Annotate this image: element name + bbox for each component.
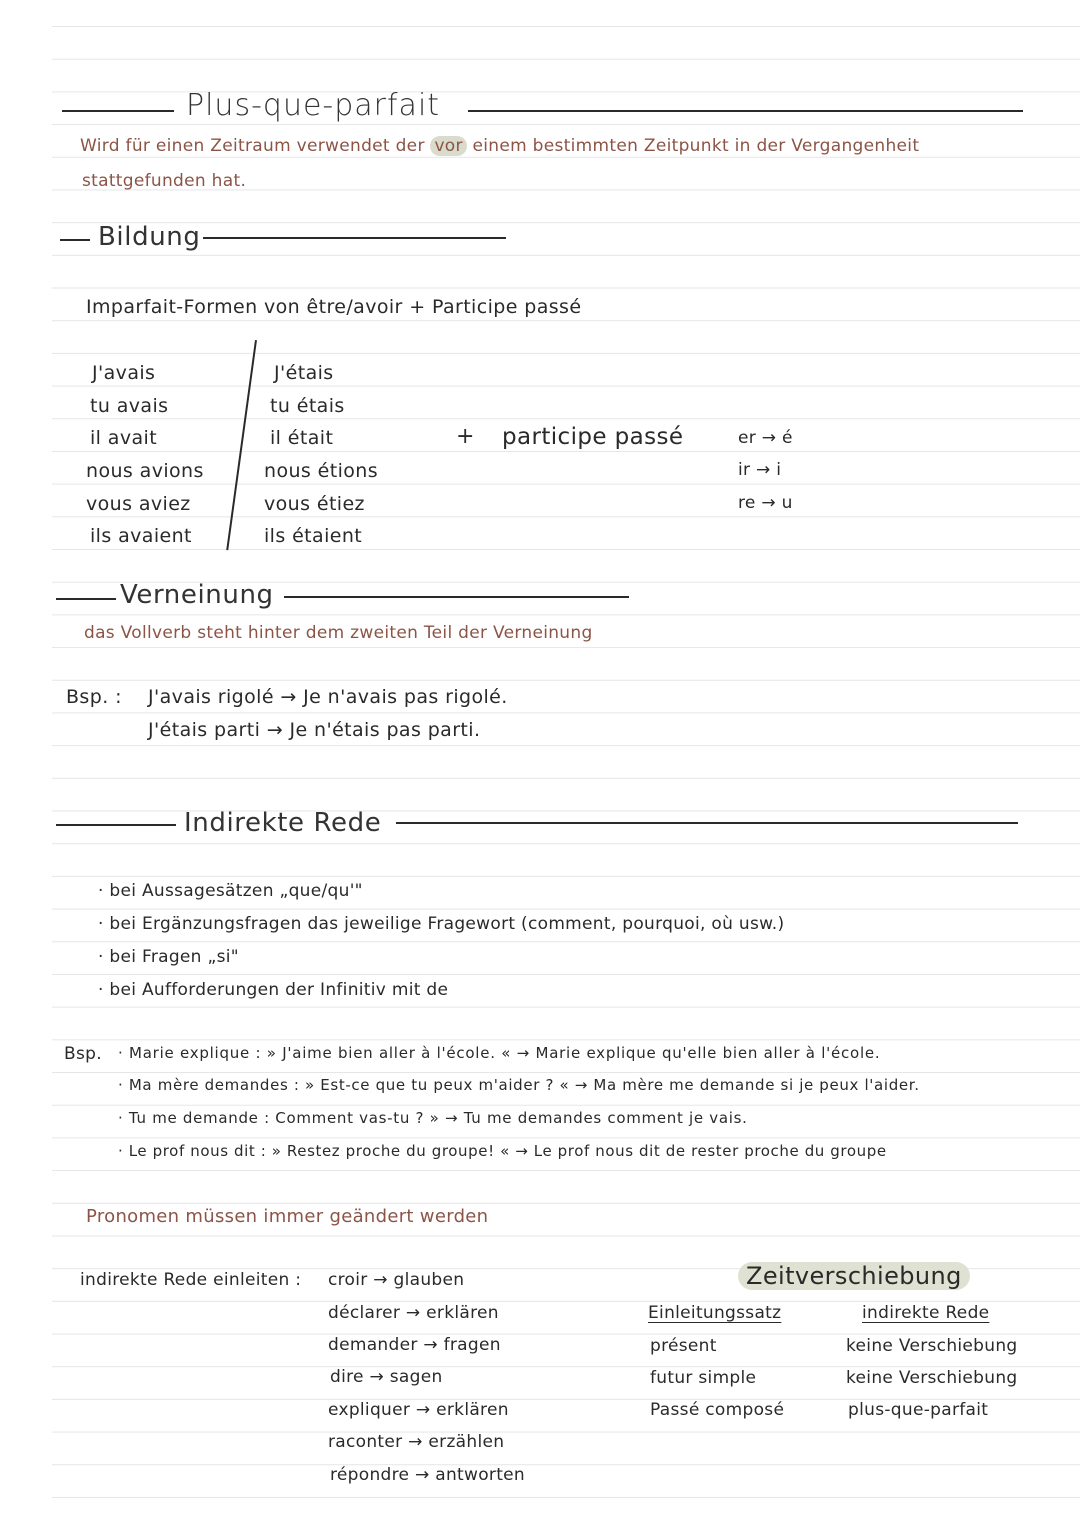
participe-passe: participe passé	[502, 424, 684, 450]
zeit-row1-left: présent	[650, 1336, 717, 1356]
indirekt-bullet-2: · bei Ergänzungsfragen das jeweilige Fragewort (comment, pourquoi, où usw.)	[98, 914, 785, 934]
avoir-0: J'avais	[92, 362, 156, 384]
column-divider	[226, 340, 257, 550]
avoir-4: vous aviez	[86, 493, 191, 515]
definition-line-2: stattgefunden hat.	[82, 171, 247, 191]
indirekt-bullet-1: · bei Aussagesätzen „que/qu'"	[98, 881, 363, 901]
verb-raconter: raconter → erzählen	[328, 1432, 505, 1452]
definition-line-1: Wird für einen Zeitraum verwendet der vor einem bestimmten Zeitpunkt in der Vergangenheit	[80, 136, 920, 156]
avoir-3: nous avions	[86, 460, 204, 482]
avoir-1: tu avais	[90, 395, 169, 417]
verneinung-dash	[56, 598, 116, 600]
verneinung-example-2: J'étais parti → Je n'étais pas parti.	[148, 719, 481, 741]
heading-bildung: Bildung	[98, 222, 201, 252]
zeit-row2-left: futur simple	[650, 1368, 757, 1388]
highlight-vor: vor	[430, 136, 466, 156]
bildung-dash	[60, 239, 90, 241]
etre-0: J'étais	[274, 362, 334, 384]
indirekt-rule-left	[56, 824, 176, 826]
indirekt-example-2: · Ma mère demandes : » Est-ce que tu peux m'aider ? « → Ma mère me demande si je peux l'aider.	[118, 1076, 920, 1094]
zeit-row2-right: keine Verschiebung	[846, 1368, 1018, 1388]
ending-ir: ir → i	[738, 460, 782, 480]
zeit-row3-left: Passé composé	[650, 1400, 785, 1420]
indirekt-example-3: · Tu me demande : Comment vas-tu ? » → Tu me demandes comment je vais.	[118, 1109, 748, 1127]
heading-rule-left	[62, 110, 174, 112]
plus-sign: +	[456, 424, 475, 449]
verb-repondre: répondre → antworten	[330, 1465, 526, 1485]
indirekt-rule-right	[396, 822, 1018, 824]
verb-dire: dire → sagen	[330, 1367, 443, 1387]
etre-1: tu étais	[270, 395, 345, 417]
etre-5: ils étaient	[264, 525, 363, 547]
etre-4: vous étiez	[264, 493, 365, 515]
bildung-rule	[203, 237, 506, 239]
ending-er: er → é	[738, 428, 793, 448]
indirekt-bsp: Bsp.	[64, 1044, 102, 1064]
zeit-col2-head: indirekte Rede	[862, 1303, 990, 1323]
avoir-5: ils avaient	[90, 525, 192, 547]
etre-3: nous étions	[264, 460, 379, 482]
verb-declarer: déclarer → erklären	[328, 1303, 499, 1323]
heading-rule-right	[468, 110, 1023, 112]
etre-2: il était	[270, 427, 334, 449]
heading-indirekte-rede: Indirekte Rede	[184, 808, 382, 838]
einleiten-label: indirekte Rede einleiten :	[80, 1270, 302, 1290]
bildung-formula: Imparfait-Formen von être/avoir + Participe passé	[86, 296, 582, 318]
indirekt-bullet-4: · bei Aufforderungen der Infinitiv mit de	[98, 980, 449, 1000]
verneinung-example-1: J'avais rigolé → Je n'avais pas rigolé.	[148, 686, 508, 708]
verb-croir: croir → glauben	[328, 1270, 465, 1290]
heading-zeitverschiebung: Zeitverschiebung	[738, 1262, 970, 1290]
zeit-row3-right: plus-que-parfait	[848, 1400, 989, 1420]
avoir-2: il avait	[90, 427, 158, 449]
verb-demander: demander → fragen	[328, 1335, 501, 1355]
zeit-row1-right: keine Verschiebung	[846, 1336, 1018, 1356]
verneinung-rule-text: das Vollverb steht hinter dem zweiten Teil der Verneinung	[84, 623, 593, 643]
indirekt-bullet-3: · bei Fragen „si"	[98, 947, 239, 967]
pronomen-note: Pronomen müssen immer geändert werden	[86, 1206, 489, 1227]
verneinung-rule	[284, 596, 629, 598]
indirekt-example-4: · Le prof nous dit : » Restez proche du groupe! « → Le prof nous dit de rester proche du groupe	[118, 1142, 887, 1160]
ending-re: re → u	[738, 493, 793, 513]
heading-verneinung: Verneinung	[120, 580, 274, 610]
indirekt-example-1: · Marie explique : » J'aime bien aller à l'école. « → Marie explique qu'elle bien aller à l'école.	[118, 1044, 881, 1062]
zeit-col1-head: Einleitungssatz	[648, 1303, 782, 1323]
verb-expliquer: expliquer → erklären	[328, 1400, 509, 1420]
verneinung-bsp: Bsp. :	[66, 686, 122, 708]
heading-plus-que-parfait: Plus-que-parfait	[186, 88, 441, 123]
